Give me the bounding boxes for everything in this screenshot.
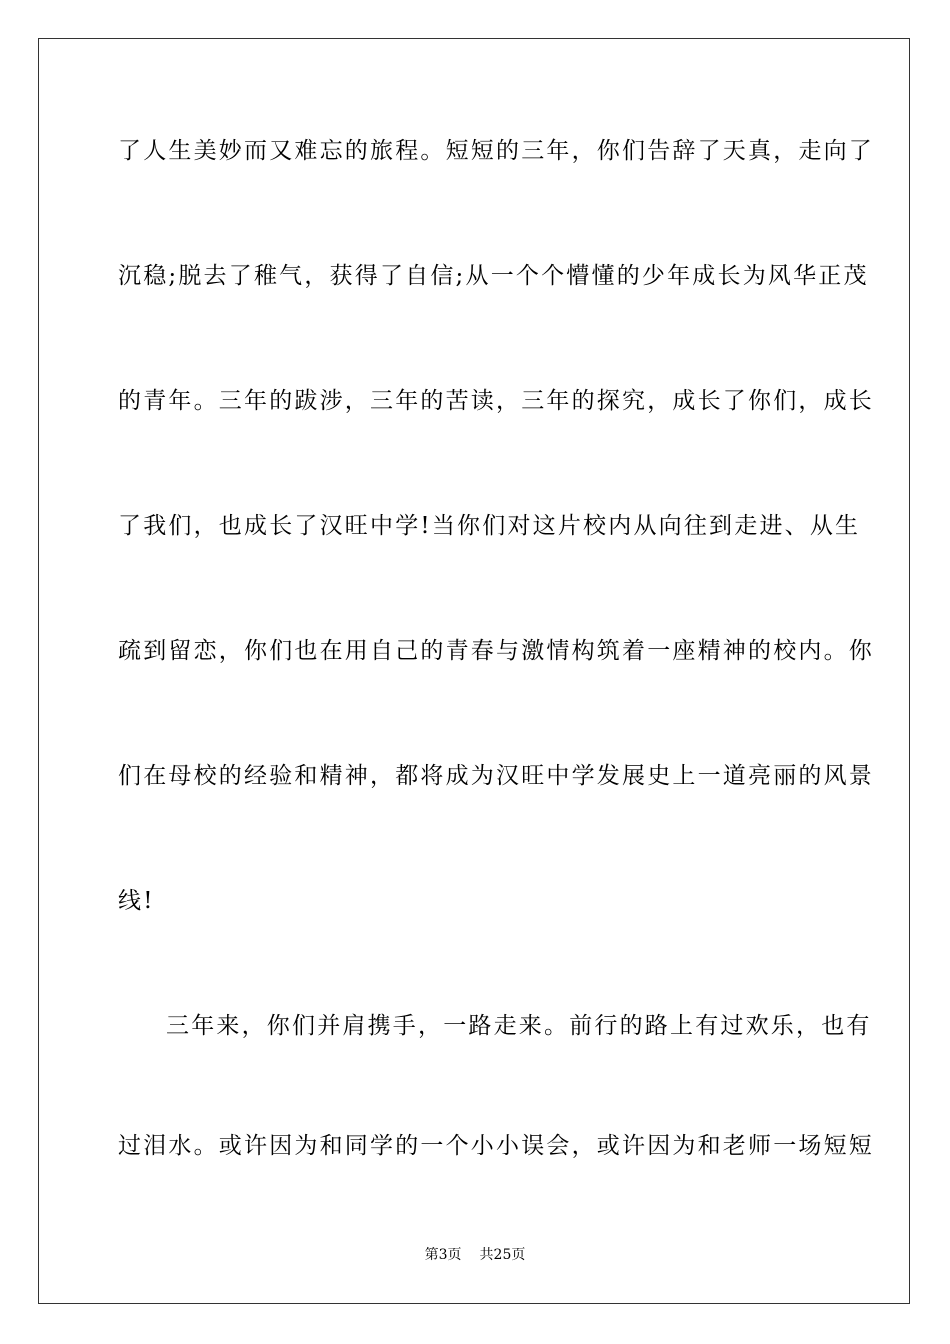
- paragraph-line: 了我们，也成长了汉旺中学!当你们对这片校内从向往到走进、从生: [118, 513, 861, 539]
- total-pages: 共25页: [479, 1247, 526, 1263]
- page-footer: [0, 1246, 950, 1264]
- paragraph-line: 疏到留恋，你们也在用自己的青春与激情构筑着一座精神的校内。你: [118, 638, 874, 664]
- paragraph-line: 沉稳;脱去了稚气，获得了自信;从一个个懵懂的少年成长为风华正茂: [118, 263, 869, 289]
- paragraph-line: 过泪水。或许因为和同学的一个小小误会，或许因为和老师一场短短: [118, 1133, 874, 1159]
- paragraph-line: 的青年。三年的跋涉，三年的苦读，三年的探究，成长了你们，成长: [118, 388, 874, 414]
- page-border: [38, 38, 910, 1304]
- paragraph-line: 了人生美妙而又难忘的旅程。短短的三年，你们告辞了天真，走向了: [118, 138, 874, 164]
- page-number: 第3页: [424, 1247, 462, 1263]
- paragraph-line: 三年来，你们并肩携手，一路走来。前行的路上有过欢乐，也有: [166, 1013, 872, 1039]
- paragraph-line: 们在母校的经验和精神，都将成为汉旺中学发展史上一道亮丽的风景: [118, 763, 874, 789]
- paragraph-line: 线!: [118, 888, 155, 914]
